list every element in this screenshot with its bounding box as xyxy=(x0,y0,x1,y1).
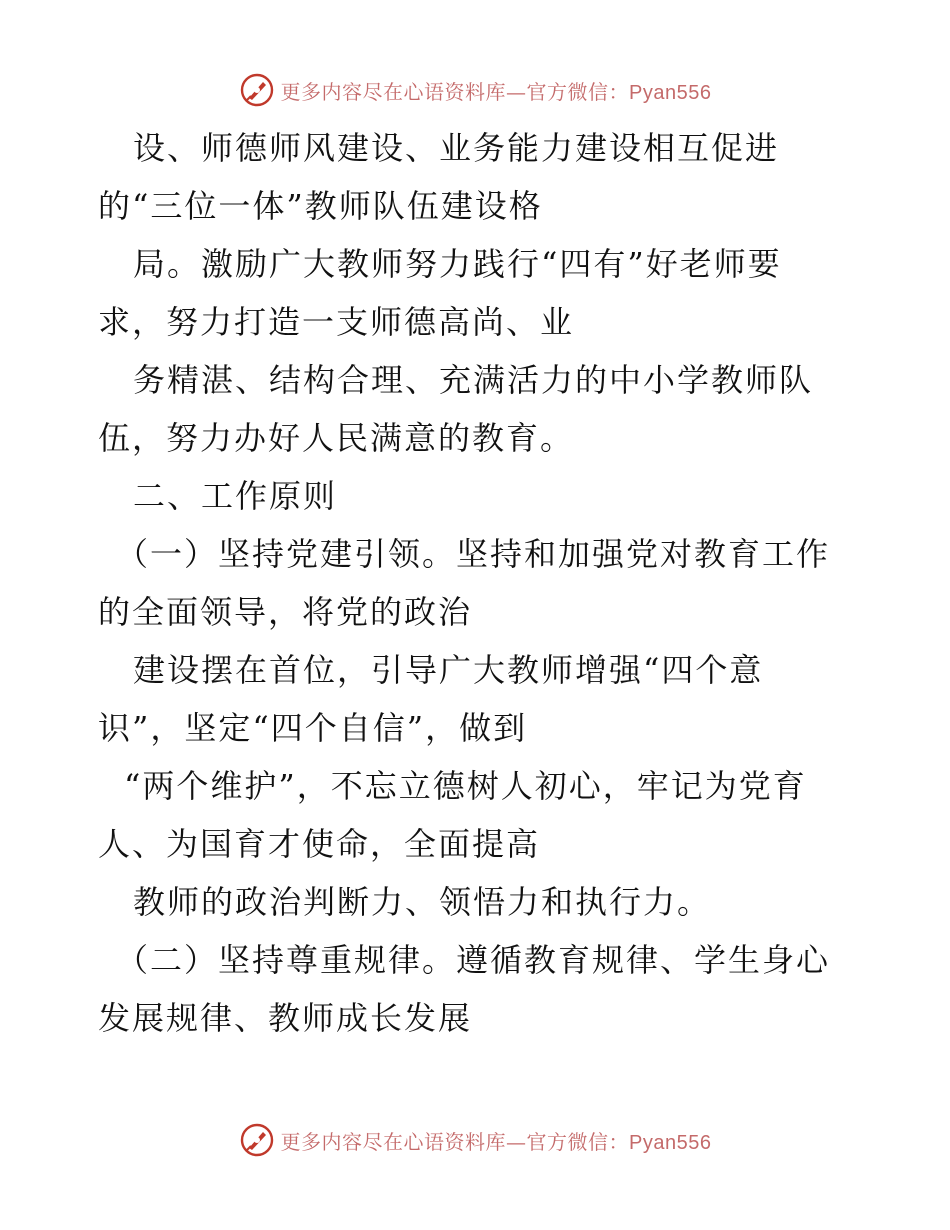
body-line: 教师的政治判断力、领悟力和执行力。 xyxy=(133,883,712,921)
footer-watermark xyxy=(0,1120,950,1160)
body-line: 的全面领导，将党的政治 xyxy=(98,593,473,631)
section-heading: 二、工作原则 xyxy=(133,477,338,515)
body-line: 伍，努力办好人民满意的教育。 xyxy=(98,419,575,457)
body-line: 局。激励广大教师努力践行“四有”好老师要 xyxy=(133,245,782,283)
body-line: （一）坚持党建引领。坚持和加强党对教育工作 xyxy=(116,535,831,573)
body-line: 人、为国育才使命，全面提高 xyxy=(98,825,541,863)
body-line: 识”，坚定“四个自信”，做到 xyxy=(98,709,528,747)
body-line: 求，努力打造一支师德高尚、业 xyxy=(98,303,575,341)
body-line: 务精湛、结构合理、充满活力的中小学教师队 xyxy=(133,361,814,399)
body-line: 设、师德师风建设、业务能力建设相互促进 xyxy=(133,129,780,167)
body-line: （二）坚持尊重规律。遵循教育规律、学生身心 xyxy=(116,941,831,979)
quill-seal-icon xyxy=(239,1122,275,1158)
watermark-text: 更多内容尽在心语资料库—官方微信： xyxy=(280,79,630,104)
watermark-id: Pyan556 xyxy=(629,1131,712,1154)
body-line: 的“三位一体”教师队伍建设格 xyxy=(98,187,543,225)
watermark-id: Pyan556 xyxy=(629,81,712,104)
body-line: “两个维护”，不忘立德树人初心，牢记为党育 xyxy=(124,767,807,805)
body-line: 建设摆在首位，引导广大教师增强“四个意 xyxy=(133,651,764,689)
body-line: 发展规律、教师成长发展 xyxy=(98,999,473,1037)
watermark-text: 更多内容尽在心语资料库—官方微信： xyxy=(280,1129,630,1154)
